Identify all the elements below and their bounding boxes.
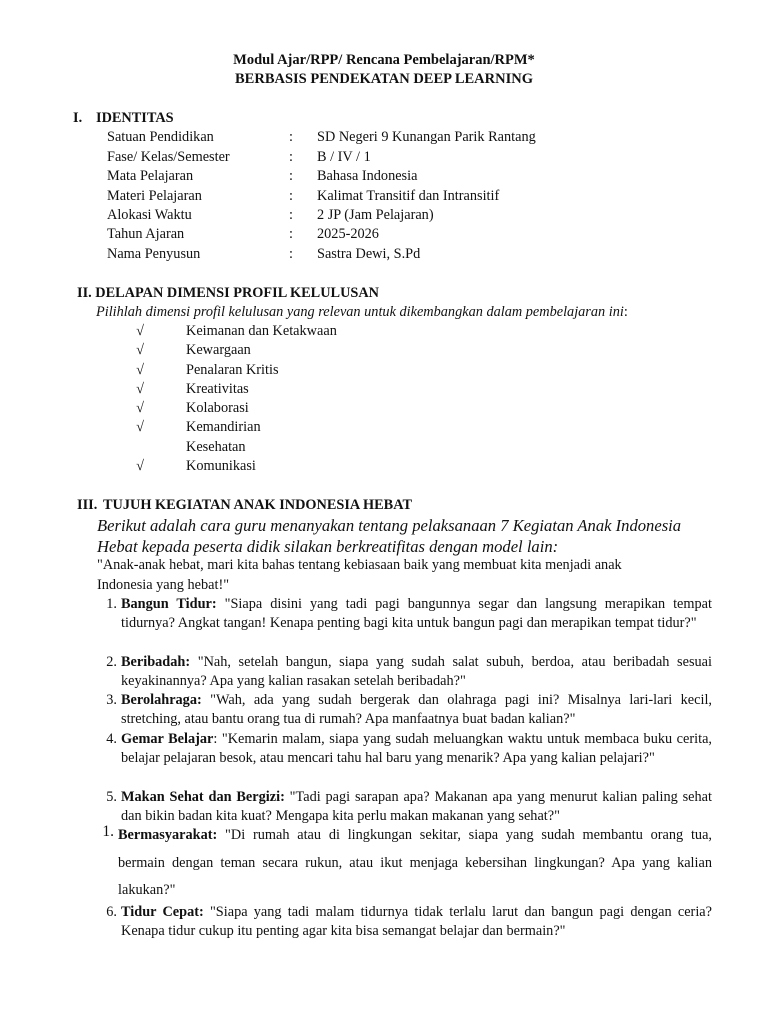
identity-row: [107, 128, 667, 148]
checkmark-icon: √: [136, 342, 144, 358]
checkmark-icon: √: [136, 458, 144, 474]
list-item-body: [121, 653, 712, 692]
checkmark-icon: √: [136, 362, 144, 378]
checkmark-icon: √: [136, 400, 144, 416]
dimension-item: [133, 438, 433, 458]
dimensi-intro: [96, 303, 628, 322]
identity-colon: :: [289, 207, 293, 223]
dimension-label: Kolaborasi: [186, 400, 249, 416]
opening-quote-line1: "Anak-anak hebat, mari kita bahas tentang kebiasaan baik yang membuat kita menjadi anak: [97, 557, 622, 573]
identity-value: B / IV / 1: [317, 149, 371, 165]
dimension-label: Komunikasi: [186, 458, 256, 474]
list-item-number: 5.: [106, 789, 117, 805]
section-number-1: I.: [73, 110, 83, 126]
dimension-item: [133, 322, 433, 342]
section-heading-tujuh: TUJUH KEGIATAN ANAK INDONESIA HEBAT: [103, 497, 413, 513]
document-title-line2: BERBASIS PENDEKATAN DEEP LEARNING: [235, 71, 533, 87]
dimension-item: [133, 361, 433, 381]
identity-label: Mata Pelajaran: [107, 168, 194, 184]
identity-colon: :: [289, 168, 293, 184]
dimension-item: [133, 418, 433, 438]
list-item-title: Makan Sehat dan Bergizi:: [121, 789, 285, 805]
identity-label: Nama Penyusun: [107, 246, 201, 262]
identity-label: Satuan Pendidikan: [107, 129, 214, 145]
tujuh-intro-line1: Berikut adalah cara guru menanyakan tentang pelaksanaan 7 Kegiatan Anak Indonesia: [97, 516, 682, 535]
dimension-item: [133, 341, 433, 361]
identity-value: Bahasa Indonesia: [317, 168, 418, 184]
tujuh-intro-line2: Hebat kepada peserta didik silakan berkreatifitas dengan model lain:: [97, 537, 559, 556]
list-item-body: [121, 691, 712, 730]
identity-row: [107, 225, 667, 245]
list-item-body: [118, 822, 712, 905]
identity-colon: :: [289, 188, 293, 204]
identity-colon: :: [289, 129, 293, 145]
dimension-label: Penalaran Kritis: [186, 362, 279, 378]
identity-label: Fase/ Kelas/Semester: [107, 149, 230, 165]
identity-value: Sastra Dewi, S.Pd: [317, 246, 421, 262]
list-item-text: "Nah, setelah bangun, siapa yang sudah salat subuh, berdoa, atau beribadah sesuai keyakinannya? Apa yang kalian rasakan setelah beribadah?": [121, 654, 712, 690]
identity-row: [107, 187, 667, 207]
list-item-text: : "Kemarin malam, siapa yang sudah meluangkan waktu untuk membaca buku cerita, belajar pelajaran besok, atau mencari tahu hal baru yang menarik? Apa yang kalian pelajari?": [121, 731, 712, 767]
list-item-number: 2.: [106, 654, 117, 670]
identity-colon: :: [289, 246, 293, 262]
document-title-line1: Modul Ajar/RPP/ Rencana Pembelajaran/RPM*: [233, 52, 535, 68]
identity-value: 2025-2026: [317, 226, 379, 242]
identity-value: SD Negeri 9 Kunangan Parik Rantang: [317, 129, 536, 145]
section-heading-identitas: IDENTITAS: [96, 110, 174, 126]
checkmark-icon: √: [136, 381, 144, 397]
list-item-text: "Di rumah atau di lingkungan sekitar, siapa yang sudah membantu orang tua, bermain dengan teman secara rukun, atau ikut menjaga kebersihan lingkungan? Apa yang kalian lakukan?": [118, 827, 712, 898]
list-item-body: [121, 595, 712, 634]
checkmark-icon: √: [136, 323, 144, 339]
identity-value: Kalimat Transitif dan Intransitif: [317, 188, 500, 204]
list-item-body: [121, 903, 712, 942]
list-item-text: "Tadi pagi sarapan apa? Makanan apa yang menurut kalian paling sehat dan bikin badan kita kuat? Mengapa kita perlu makan makanan yang sehat?": [121, 789, 712, 825]
identity-colon: :: [289, 149, 293, 165]
section-heading-dimensi: II. DELAPAN DIMENSI PROFIL KELULUSAN: [77, 285, 380, 301]
list-item-title: Berolahraga:: [121, 692, 202, 708]
list-item-number: 1.: [102, 823, 114, 840]
dimension-label: Kemandirian: [186, 419, 261, 435]
dimension-item: [133, 380, 433, 400]
list-item-text: "Siapa yang tadi malam tidurnya tidak terlalu larut dan bangun pagi dengan ceria? Kenapa tidur cukup itu penting agar kita bisa semangat belajar dan bermain?": [121, 904, 712, 940]
dimension-item: [133, 399, 433, 419]
list-item-number: 6.: [106, 904, 117, 920]
checkmark-icon: √: [136, 419, 144, 435]
identity-label: Tahun Ajaran: [107, 226, 185, 242]
list-item-title: Tidur Cepat:: [121, 904, 204, 920]
identity-label: Materi Pelajaran: [107, 188, 202, 204]
dimension-label: Kreativitas: [186, 381, 249, 397]
identity-label: Alokasi Waktu: [107, 207, 192, 223]
list-item-title: Beribadah:: [121, 654, 191, 670]
dimension-label: Keimanan dan Ketakwaan: [186, 323, 337, 339]
identity-value: 2 JP (Jam Pelajaran): [317, 207, 434, 223]
section-number-3: III.: [77, 497, 98, 513]
list-item-body: [121, 730, 712, 769]
list-item-number: 3.: [106, 692, 117, 708]
dimension-label: Kewargaan: [186, 342, 251, 358]
list-item-title: Bermasyarakat:: [118, 827, 218, 843]
identity-row: [107, 245, 667, 265]
list-item-title: Gemar Belajar: [121, 731, 214, 747]
identity-colon: :: [289, 226, 293, 242]
dimension-item: [133, 457, 433, 477]
list-item-title: Bangun Tidur:: [121, 596, 217, 612]
identity-row: [107, 167, 667, 187]
dimensi-intro-colon: :: [623, 304, 628, 320]
list-item-text: "Siapa disini yang tadi pagi bangunnya segar dan langsung merapikan tempat tidurnya? Angkat tangan! Kenapa penting bagi kita untuk bangun pagi dan merapikan tempat tidur?": [121, 596, 712, 632]
list-item-body: [121, 788, 712, 827]
opening-quote-line2: Indonesia yang hebat!": [97, 577, 230, 593]
list-item-number: 4.: [106, 731, 117, 747]
dimension-label: Kesehatan: [186, 439, 246, 455]
list-item-text: "Wah, ada yang sudah bergerak dan olahraga pagi ini? Misalnya lari-lari kecil, stretching, atau bantu orang tua di rumah? Apa manfaatnya buat badan kalian?": [121, 692, 712, 728]
identity-row: [107, 206, 667, 226]
list-item-number: 1.: [106, 596, 117, 612]
identity-row: [107, 148, 667, 168]
dimensi-intro-text: Pilihlah dimensi profil kelulusan yang relevan untuk dikembangkan dalam pembelajaran ini: [96, 304, 624, 320]
